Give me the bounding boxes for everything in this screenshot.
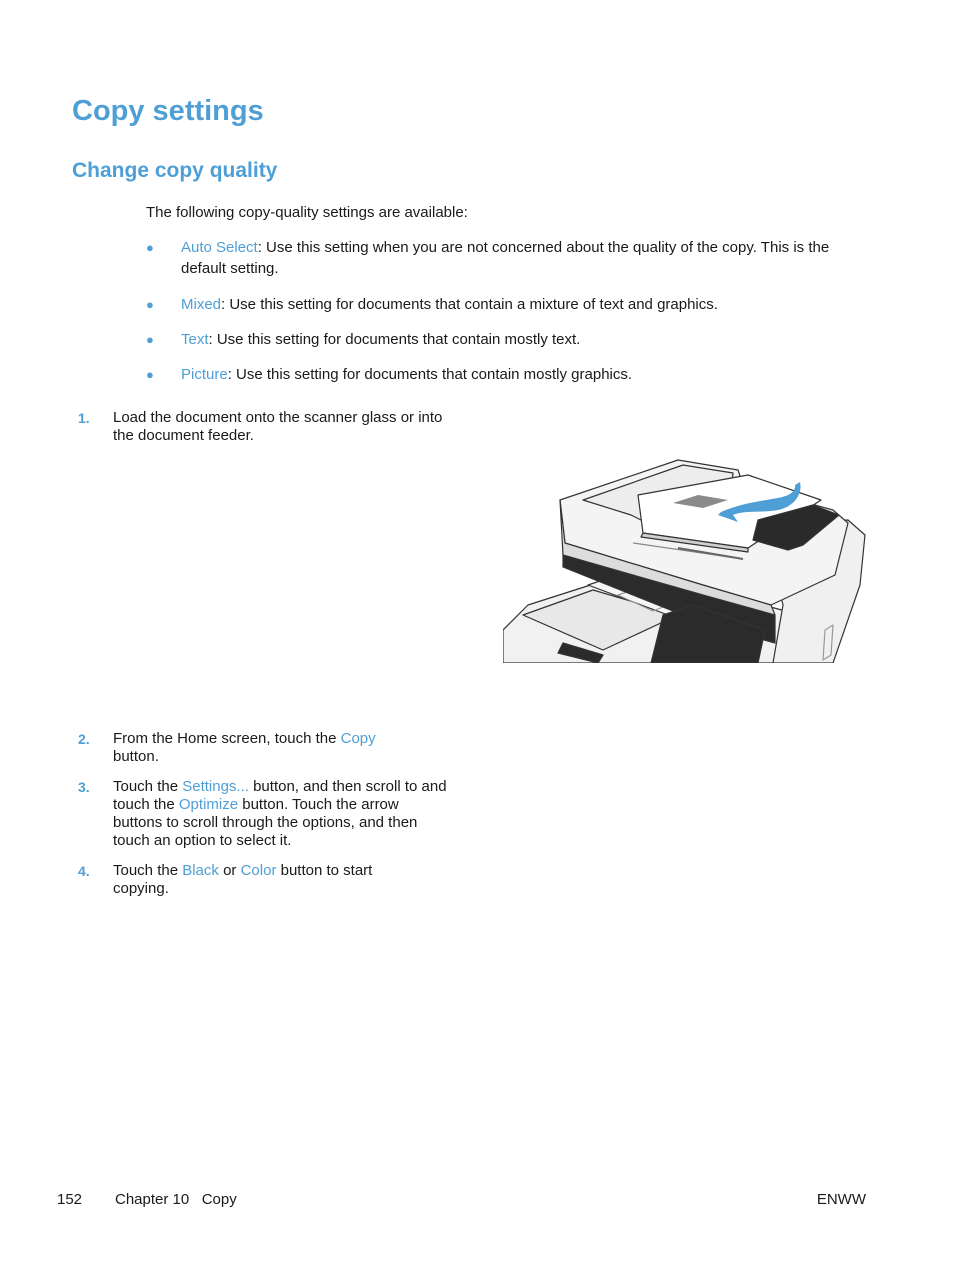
step-2 — [78, 730, 448, 766]
bullet-picture — [146, 364, 866, 385]
bullet-icon: ● — [146, 367, 154, 382]
step-text: button. Touch the arrow buttons to scroll through the options, and then touch an option to select it. — [113, 796, 418, 849]
copy-button-ref: Copy — [340, 730, 376, 747]
step-3 — [78, 778, 448, 850]
step-text: Touch the — [113, 862, 183, 879]
bullet-text — [146, 329, 866, 350]
bullet-icon: ● — [146, 297, 154, 312]
footer-page-number: 152 — [57, 1191, 83, 1208]
step-number: 2. — [78, 731, 90, 747]
section-title: Change copy quality — [72, 159, 278, 182]
setting-term: Auto Select — [181, 239, 258, 256]
footer-chapter: Chapter 10 Copy — [115, 1191, 237, 1208]
settings-button-ref: Settings... — [182, 778, 249, 795]
bullet-mixed — [146, 294, 866, 315]
step-text: or — [218, 862, 241, 879]
step-text: button to start copying. — [113, 862, 373, 897]
step-text: Load the document onto the scanner glass or into the document feeder. — [113, 409, 443, 444]
bullet-icon: ● — [146, 240, 154, 255]
setting-term: Text — [181, 331, 209, 348]
step-text: From the Home screen, touch the — [113, 730, 341, 747]
setting-description: : Use this setting for documents that contain a mixture of text and graphics. — [221, 296, 718, 313]
bullet-icon: ● — [146, 332, 154, 347]
color-button-ref: Color — [240, 862, 277, 879]
step-text: button, and then scroll to and touch the — [113, 778, 447, 813]
setting-term: Picture — [181, 366, 228, 383]
printer-illustration — [503, 455, 868, 663]
page-title: Copy settings — [72, 95, 264, 127]
setting-description: : Use this setting for documents that contain mostly text. — [208, 331, 581, 348]
intro-text: The following copy-quality settings are available: — [146, 204, 468, 221]
step-text: button. — [113, 748, 159, 765]
black-button-ref: Black — [182, 862, 219, 879]
step-4 — [78, 862, 448, 898]
optimize-button-ref: Optimize — [178, 796, 239, 813]
step-number: 3. — [78, 779, 90, 795]
setting-term: Mixed — [181, 296, 222, 313]
setting-description: : Use this setting for documents that contain mostly graphics. — [227, 366, 633, 383]
setting-description: : Use this setting when you are not concerned about the quality of the copy. This is the default setting. — [181, 239, 830, 277]
step-number: 4. — [78, 863, 90, 879]
step-number: 1. — [78, 410, 90, 426]
step-text: Touch the — [113, 778, 183, 795]
footer-code: ENWW — [816, 1191, 866, 1208]
step-1 — [78, 409, 448, 445]
bullet-auto-select — [146, 237, 866, 279]
